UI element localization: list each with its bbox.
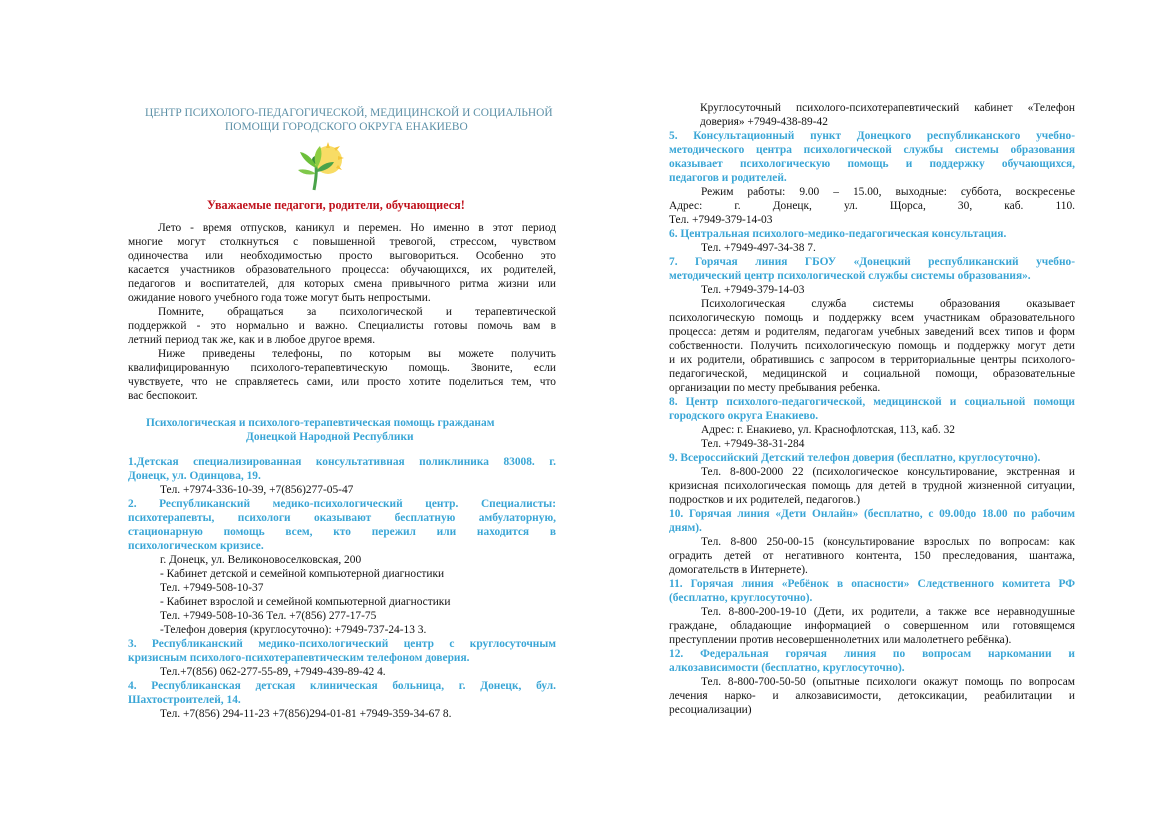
service-detail-line: домогательств в Интернете). bbox=[669, 564, 808, 576]
service-heading: Шахтостроителей, 14. bbox=[128, 694, 241, 706]
intro-paragraph-line: чувствуете, что не справляетесь сами, или просто хотите поделиться тем, что bbox=[128, 376, 556, 388]
service-detail-line: оградить детей от негативного контента, 150 преследования, шантажа, bbox=[669, 550, 1075, 562]
info-paragraph-line: процесса: детям и родителям, педагогам учебных заведений всех типов и форм bbox=[669, 326, 1075, 338]
intro-paragraph-line: ожидание нового учебного года тоже могут быть непростыми. bbox=[128, 292, 431, 304]
info-paragraph-line: и их родители, обратившись с запросом в территориальные центры психолого- bbox=[669, 354, 1075, 366]
service-detail-line: подростков и их родителей, педагогов.) bbox=[669, 494, 860, 506]
service-heading: 7. Горячая линия ГБОУ «Донецкий республиканский учебно- bbox=[669, 256, 1075, 268]
service-detail-line: лечения нарко- и алкозависимости, детоксикации, реабилитации и bbox=[669, 690, 1075, 702]
service-detail-line: Тел. 8-800-2000 22 (психологическое консультирование, экстренная и bbox=[701, 466, 1075, 478]
section-subheading: Психологическая и психолого-терапевтическая помощь гражданам bbox=[146, 417, 495, 429]
service-heading: 12. Федеральная горячая линия по вопросам наркомании и bbox=[669, 648, 1075, 660]
service-detail-line: Режим работы: 9.00 – 15.00, выходные: суббота, воскресенье bbox=[701, 186, 1075, 198]
service-detail-line: Адрес: г. Енакиево, ул. Краснофлотская, 113, каб. 32 bbox=[701, 424, 955, 436]
service-heading: 5. Консультационный пункт Донецкого республиканского учебно- bbox=[669, 130, 1075, 142]
info-paragraph-line: психологическую помощь и поддержку всем участникам образовательного bbox=[669, 312, 1075, 324]
intro-paragraph-line: многие могут столкнуться с повышенной тревогой, стрессом, чувством bbox=[128, 236, 556, 248]
service-heading: (бесплатно, круглосуточно). bbox=[669, 592, 813, 604]
service-detail-line: Тел.+7(856) 062-277-55-89, +7949-439-89-42 4. bbox=[160, 666, 386, 678]
intro-paragraph-line: касается участников образовательного процесса: обучающихся, их родителей, bbox=[128, 264, 556, 276]
service-detail-line: Тел. +7949-497-34-38 7. bbox=[701, 242, 816, 254]
intro-paragraph-line: вас беспокоит. bbox=[128, 390, 198, 402]
service-heading: психотерапевты, психологи оказывают бесплатную амбулаторную, bbox=[128, 512, 556, 524]
service-heading: 10. Горячая линия «Дети Онлайн» (бесплатно, с 09.00до 18.00 по рабочим bbox=[669, 508, 1075, 520]
intro-paragraph-line: Лето - время отпусков, каникул и перемен. Но именно в этот период bbox=[158, 222, 556, 234]
service-detail-line: - Кабинет взрослой и семейной компьютерной диагностики bbox=[160, 596, 451, 608]
service-detail-line: Тел. +7949-379-14-03 bbox=[669, 214, 773, 226]
service-detail-line: - Кабинет детской и семейной компьютерной диагностики bbox=[160, 568, 445, 580]
service-heading: 4. Республиканская детская клиническая больница, г. Донецк, бул. bbox=[128, 680, 556, 692]
service-detail-line: доверия» +7949-438-89-42 bbox=[700, 116, 828, 128]
center-title-line1: ЦЕНТР ПСИХОЛОГО-ПЕДАГОГИЧЕСКОЙ, МЕДИЦИНСКОЙ И СОЦИАЛЬНОЙ bbox=[145, 107, 553, 119]
service-detail-line: Адрес: г. Донецк, ул. Щорса, 30, каб. 110. bbox=[669, 200, 1075, 212]
intro-paragraph-line: Помните, обращаться за психологической и терапевтической bbox=[158, 306, 556, 318]
info-paragraph-line: Психологическая служба системы образования оказывает bbox=[701, 298, 1075, 310]
service-detail-line: -Телефон доверия (круглосуточно): +7949-737-24-13 3. bbox=[160, 624, 427, 636]
service-detail-line: Тел. 8-800 250-00-15 (консультирование взрослых по вопросам: как bbox=[701, 536, 1075, 548]
service-heading: 2. Республиканский медико-психологический центр. Специалисты: bbox=[128, 498, 556, 510]
intro-paragraph-line: педагогов и воспитателей, для которых смена привычного ритма жизни или bbox=[128, 278, 556, 290]
service-heading: Донецк, ул. Одинцова, 19. bbox=[128, 470, 261, 482]
service-heading: 6. Центральная психолого-медико-педагогическая консультация. bbox=[669, 228, 1007, 240]
service-heading: психологическом кризисе. bbox=[128, 540, 264, 552]
service-heading: 1.Детская специализированная консультативная поликлиника 83008. г. bbox=[128, 456, 556, 468]
service-detail-line: Тел. +7949-508-10-36 Тел. +7(856) 277-17-75 bbox=[160, 610, 377, 622]
center-title-line2: ПОМОЩИ ГОРОДСКОГО ОКРУГА ЕНАКИЕВО bbox=[225, 121, 468, 133]
info-paragraph-line: организации по месту пребывания ребенка. bbox=[669, 382, 881, 394]
service-heading: 9. Всероссийский Детский телефон доверия (бесплатно, круглосуточно). bbox=[669, 452, 1041, 464]
info-paragraph-line: собственности. Получить психологическую помощь и поддержку могут дети bbox=[669, 340, 1075, 352]
service-heading: кризисным психолого-психотерапевтическим телефоном доверия. bbox=[128, 652, 470, 664]
service-heading: методический центр психологической службы системы образования». bbox=[669, 270, 1031, 282]
section-subheading: Донецкой Народной Республики bbox=[246, 431, 414, 443]
service-heading: алкозависимости (бесплатно, круглосуточно). bbox=[669, 662, 905, 674]
service-detail-line: Тел. +7(856) 294-11-23 +7(856)294-01-81 +7949-359-34-67 8. bbox=[160, 708, 452, 720]
service-heading: 11. Горячая линия «Ребёнок в опасности» Следственного комитета РФ bbox=[669, 578, 1075, 590]
service-heading: методического центра психологической службы системы образования bbox=[669, 144, 1075, 156]
service-detail-line: г. Донецк, ул. Великоновоселковская, 200 bbox=[160, 554, 362, 566]
service-heading: дням). bbox=[669, 522, 702, 534]
tree-person-sun-logo bbox=[290, 140, 352, 192]
intro-paragraph-line: поддержкой - это нормально и важно. Специалисты готовы помочь вам в bbox=[128, 320, 556, 332]
service-detail-line: кризисная психологическая помощь для детей в трудной жизненной ситуации, bbox=[669, 480, 1075, 492]
service-heading: городского округа Енакиево. bbox=[669, 410, 819, 422]
service-detail-line: Тел. 8-800-200-19-10 (Дети, их родители, а также все неравнодушные bbox=[701, 606, 1075, 618]
intro-paragraph-line: одиночества или необходимостью просто выговориться. Особенно это bbox=[128, 250, 556, 262]
service-detail-line: Тел. +7949-379-14-03 bbox=[701, 284, 805, 296]
service-detail-line: Круглосуточный психолого-психотерапевтический кабинет «Телефон bbox=[700, 102, 1075, 114]
service-detail-line: Тел. +7974-336-10-39, +7(856)277-05-47 bbox=[160, 484, 354, 496]
service-detail-line: Тел. 8-800-700-50-50 (опытные психологи окажут помощь по вопросам bbox=[701, 676, 1075, 688]
service-heading: стационарную помощь всем, кто пережил или находится в bbox=[128, 526, 556, 538]
service-heading: педагогов и родителей. bbox=[669, 172, 787, 184]
service-heading: оказывает психологическую помощь и поддержку обучающихся, bbox=[669, 158, 1075, 170]
service-heading: 3. Республиканский медико-психологический центр с круглосуточным bbox=[128, 638, 556, 650]
service-detail-line: Тел. +7949-38-31-284 bbox=[701, 438, 805, 450]
service-heading: 8. Центр психолого-педагогической, медицинской и социальной помощи bbox=[669, 396, 1075, 408]
service-detail-line: ресоциализации) bbox=[669, 704, 752, 716]
greeting-heading: Уважаемые педагоги, родители, обучающиеся! bbox=[207, 198, 465, 212]
intro-paragraph-line: Ниже приведены телефоны, по которым вы можете получить bbox=[158, 348, 556, 360]
info-paragraph-line: педагогической, медицинской и социальной помощи, образовательные bbox=[669, 368, 1075, 380]
intro-paragraph-line: летний период так же, как и в любое другое время. bbox=[128, 334, 376, 346]
intro-paragraph-line: квалифицированную психолого-терапевтическую помощь. Звоните, если bbox=[128, 362, 556, 374]
service-detail-line: преступлении против несовершеннолетних или малолетнего ребёнка). bbox=[669, 634, 1012, 646]
service-detail-line: Тел. +7949-508-10-37 bbox=[160, 582, 264, 594]
service-detail-line: граждане, обладающие информацией о совершенном или готовящемся bbox=[669, 620, 1075, 632]
